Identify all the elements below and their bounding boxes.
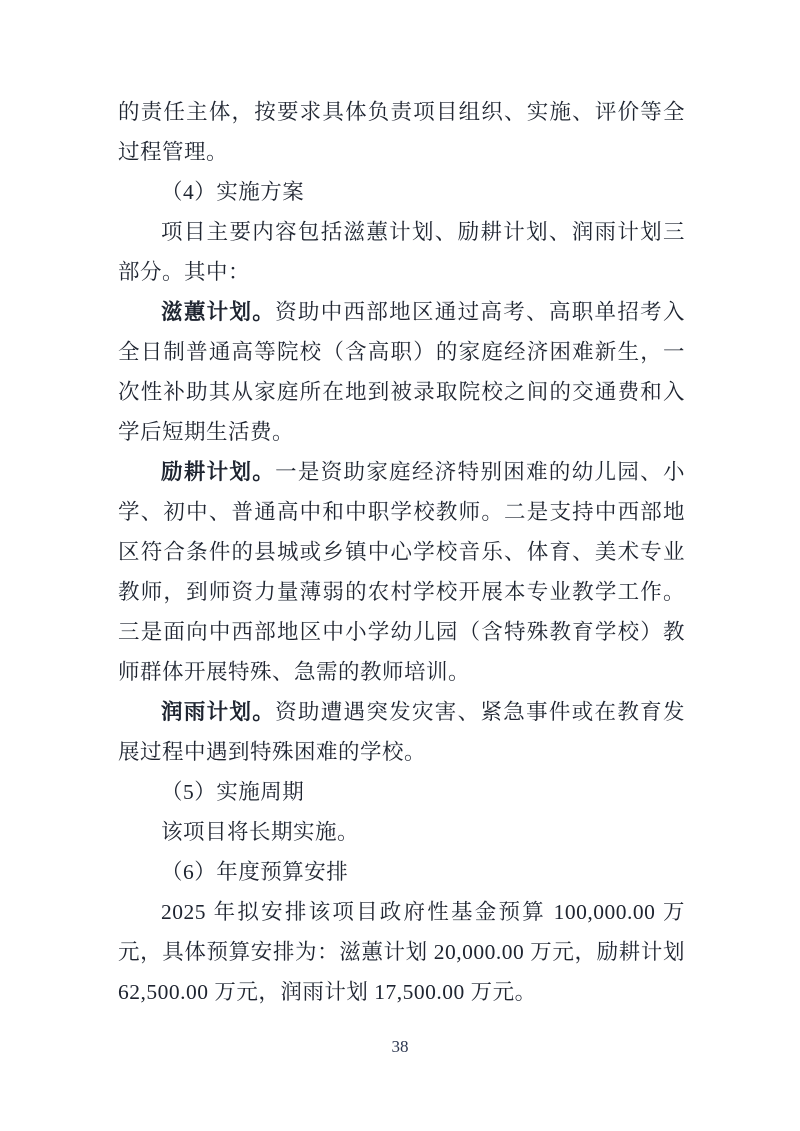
paragraph	[118, 292, 685, 452]
text-run: 项目主要内容包括滋蕙计划、励耕计划、润雨计划三部分。其中：	[118, 220, 685, 284]
text-run-bold: 滋蕙计划。	[161, 300, 276, 324]
text-run: 该项目将长期实施。	[161, 820, 360, 844]
document-body	[118, 92, 685, 1012]
text-run-bold: 励耕计划。	[161, 460, 276, 484]
text-run: （5）实施周期	[161, 780, 305, 804]
paragraph	[118, 452, 685, 692]
paragraph	[118, 852, 685, 892]
paragraph	[118, 212, 685, 292]
paragraph	[118, 772, 685, 812]
text-run: 资助遭遇突发灾害、紧急事件或在教育发展过程中遇到特殊困难的学校。	[118, 700, 685, 764]
text-run: 一是资助家庭经济特别困难的幼儿园、小学、初中、普通高中和中职学校教师。二是支持中西部地区符合条件的县城或乡镇中心学校音乐、体育、美术专业教师，到师资力量薄弱的农村学校开展本专业教学工作。三是面向中西部地区中小学幼儿园（含特殊教育学校）教师群体开展特殊、急需的教师培训。	[118, 460, 685, 684]
paragraph	[118, 92, 685, 172]
text-run: （6）年度预算安排	[161, 860, 349, 884]
paragraph	[118, 812, 685, 852]
page-number: 38	[391, 1037, 409, 1056]
paragraph	[118, 692, 685, 772]
text-run: （4）实施方案	[161, 180, 305, 204]
text-run: 资助中西部地区通过高考、高职单招考入全日制普通高等院校（含高职）的家庭经济困难新生，一次性补助其从家庭所在地到被录取院校之间的交通费和入学后短期生活费。	[118, 300, 685, 444]
text-run-bold: 润雨计划。	[161, 700, 276, 724]
text-run: 的责任主体，按要求具体负责项目组织、实施、评价等全过程管理。	[118, 100, 685, 164]
paragraph	[118, 892, 685, 1012]
text-run: 2025 年拟安排该项目政府性基金预算 100,000.00 万元，具体预算安排为：滋蕙计划 20,000.00 万元，励耕计划 62,500.00 万元，润雨计划 17,500.00 万元。	[118, 900, 685, 1004]
paragraph	[118, 172, 685, 212]
